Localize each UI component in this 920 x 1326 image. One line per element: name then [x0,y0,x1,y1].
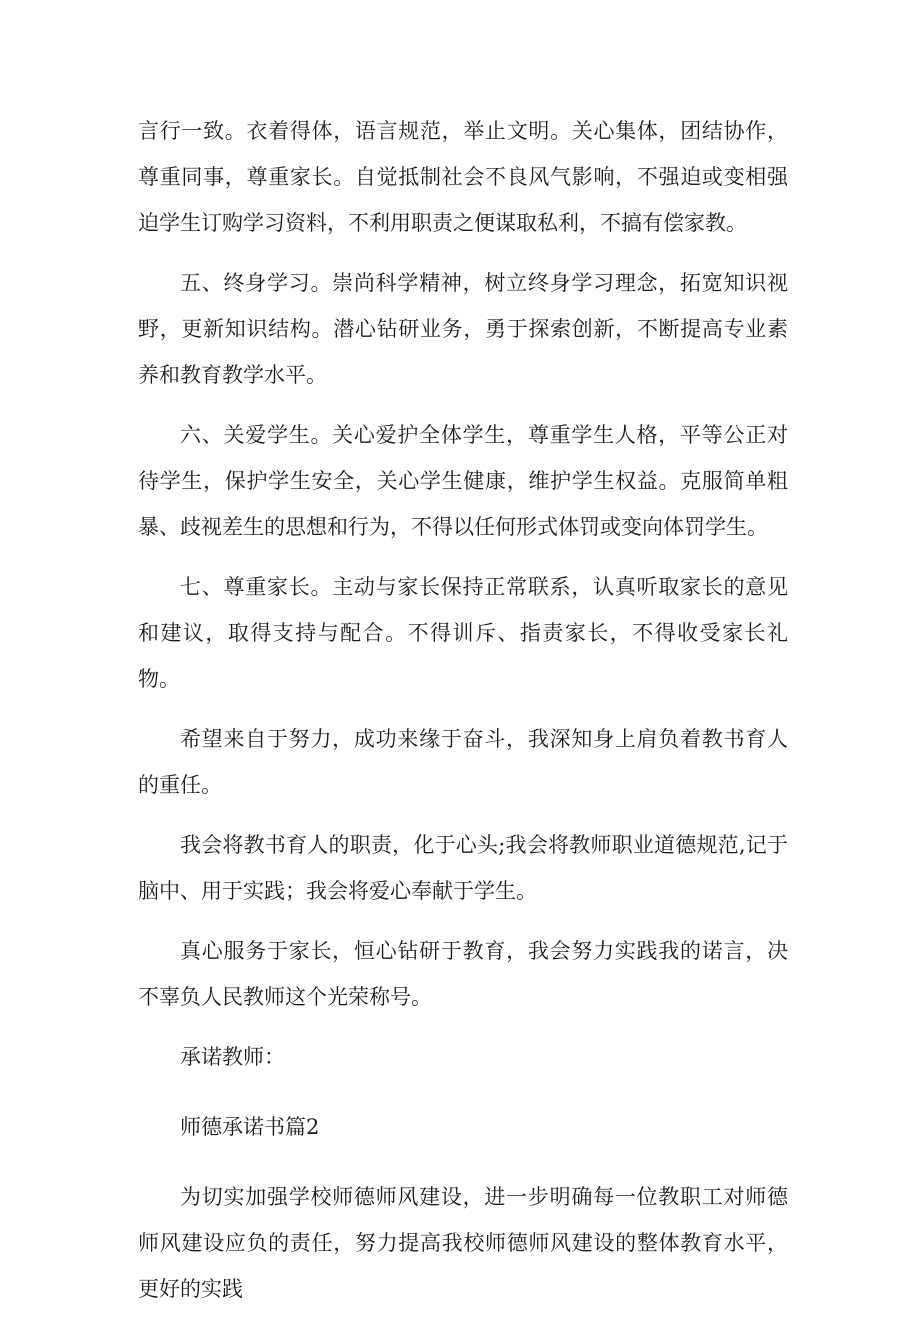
paragraph-service: 真心服务于家长，恒心钻研于教育，我会努力实践我的诺言，决不辜负人民教师这个光荣称号。 [138,939,788,1009]
paragraph-lifelong-learning: 五、终身学习。崇尚科学精神，树立终身学习理念，拓宽知识视野，更新知识结构。潜心钻研业务，勇于探索创新，不断提高专业素养和教育教学水平。 [138,271,788,387]
paragraph-care-for-students: 六、关爱学生。关心爱护全体学生，尊重学生人格，平等公正对待学生，保护学生安全，关心学生健康，维护学生权益。克服简单粗暴、歧视差生的思想和行为，不得以任何形式体罚或变向体罚学生。 [138,423,788,539]
section-title: 师德承诺书篇2 [180,1115,320,1139]
signature-label: 承诺教师： [180,1045,285,1069]
paragraph-respect-parents: 七、尊重家长。主动与家长保持正常联系，认真听取家长的意见和建议，取得支持与配合。不得训斥、指责家长，不得收受家长礼物。 [138,575,788,691]
paragraph-conduct-continued: 言行一致。衣着得体，语言规范，举止文明。关心集体，团结协作，尊重同事，尊重家长。自觉抵制社会不良风气影响，不强迫或变相强迫学生订购学习资料，不利用职责之便谋取私利，不搞有偿家教。 [138,119,788,235]
paragraph-commitment: 我会将教书育人的职责，化于心头;我会将教师职业道德规范,记于脑中、用于实践；我会将爱心奉献于学生。 [138,833,788,903]
document-body [138,108,788,1326]
paragraph-section2-intro: 为切实加强学校师德师风建设，进一步明确每一位教职工对师德师风建设应负的责任，努力提高我校师德师风建设的整体教育水平，更好的实践 [138,1185,788,1301]
paragraph-hope: 希望来自于努力，成功来缘于奋斗，我深知身上肩负着教书育人的重任。 [138,727,788,797]
